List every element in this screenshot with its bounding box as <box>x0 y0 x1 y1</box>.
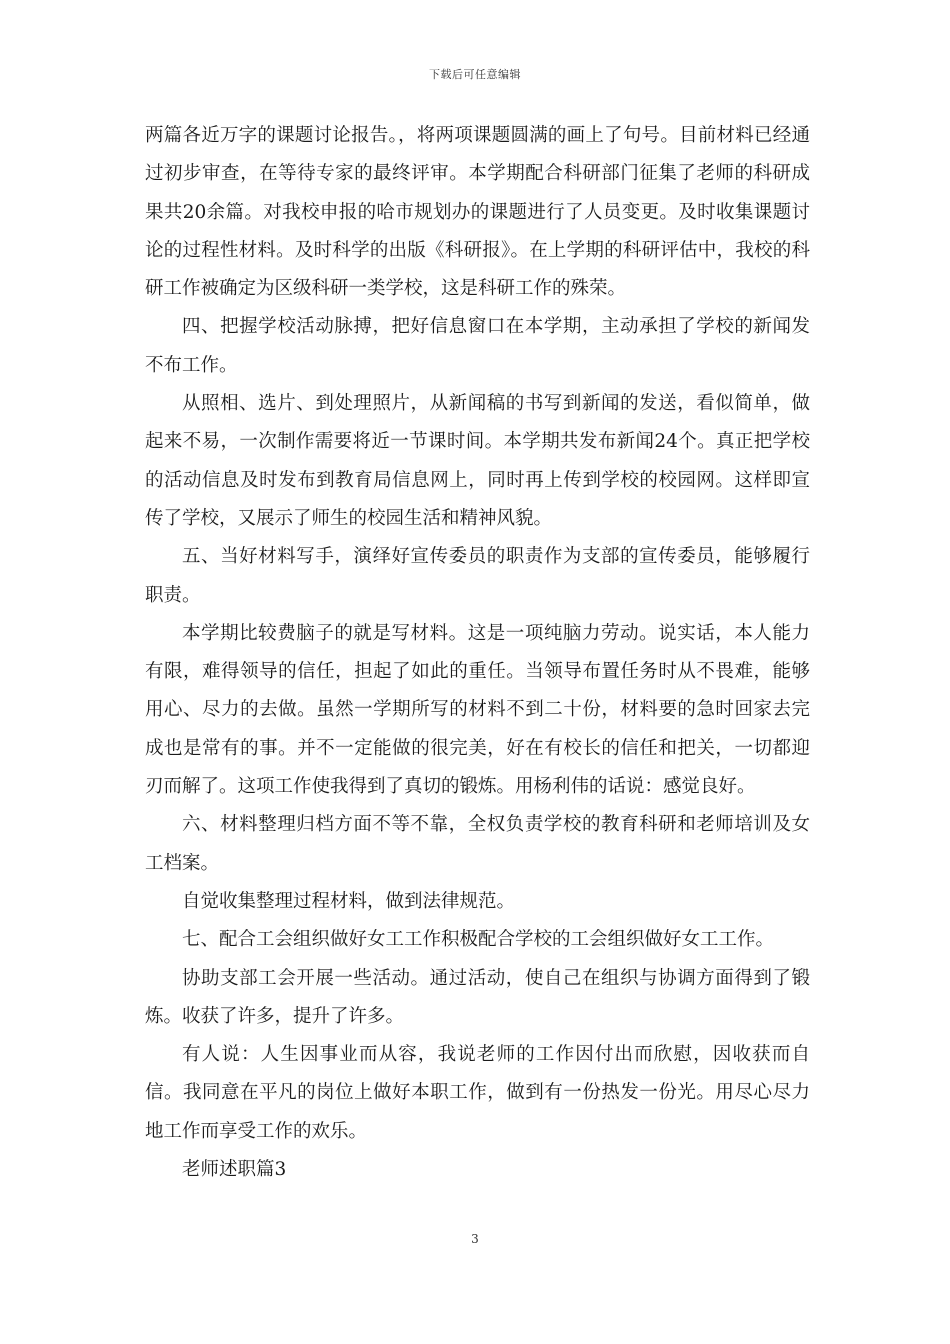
page-header: 下载后可任意编辑 <box>429 68 521 81</box>
section-heading-5: 五、当好材料写手，演绎好宣传委员的职责作为支部的宣传委员，能够履行职责。 <box>145 546 810 606</box>
paragraph: 本学期比较费脑子的就是写材料。这是一项纯脑力劳动。说实话，本人能力有限，难得领导的信任，担起了如此的重任。当领导布置任务时从不畏难，能够用心、尽力的去做。虽然一学期所写的材料不到二十份，材料要的急时回家去完成也是常有的事。并不一定能做的很完美，好在有校长的信任和把关，一切都迎刃而解了。这项工作使我得到了真切的锻炼。用杨利伟的话说：感觉良好。 <box>145 622 810 798</box>
paragraph: 有人说：人生因事业而从容，我说老师的工作因付出而欣慰，因收获而自信。我同意在平凡的岗位上做好本职工作，做到有一份热发一份光。用尽心尽力地工作而享受工作的欢乐。 <box>145 1044 810 1142</box>
paragraph: 两篇各近万字的课题讨论报告。，将两项课题圆满的画上了句号。目前材料已经通过初步审查，在等待专家的最终评审。本学期配合科研部门征集了老师的科研成果共20余篇。对我校申报的哈市规划办的课题进行了人员变更。及时收集课题讨论的过程性材料。及时科学的出版《科研报》。在上学期的科研评估中，我校的科研工作被确定为区级科研一类学校，这是科研工作的殊荣。 <box>145 125 810 300</box>
document-body <box>145 117 810 1189</box>
paragraph: 协助支部工会开展一些活动。通过活动，使自己在组织与协调方面得到了锻炼。收获了许多，提升了许多。 <box>145 967 810 1027</box>
section-heading-4: 四、把握学校活动脉搏，把好信息窗口在本学期，主动承担了学校的新闻发不布工作。 <box>145 316 810 376</box>
section-heading-6: 六、材料整理归档方面不等不靠，全权负责学校的教育科研和老师培训及女工档案。 <box>145 814 810 874</box>
page-number: 3 <box>471 1232 479 1246</box>
paragraph: 从照相、选片、到处理照片，从新闻稿的书写到新闻的发送，看似简单，做起来不易，一次制作需要将近一节课时间。本学期共发布新闻24个。真正把学校的活动信息及时发布到教育局信息网上，同时再上传到学校的校园网。这样即宣传了学校，又展示了师生的校园生活和精神风貌。 <box>145 393 810 529</box>
section-heading-7: 七、配合工会组织做好女工工作积极配合学校的工会组织做好女工工作。 <box>182 929 775 951</box>
section-title: 老师述职篇3 <box>182 1159 287 1181</box>
paragraph: 自觉收集整理过程材料，做到法律规范。 <box>182 890 516 912</box>
